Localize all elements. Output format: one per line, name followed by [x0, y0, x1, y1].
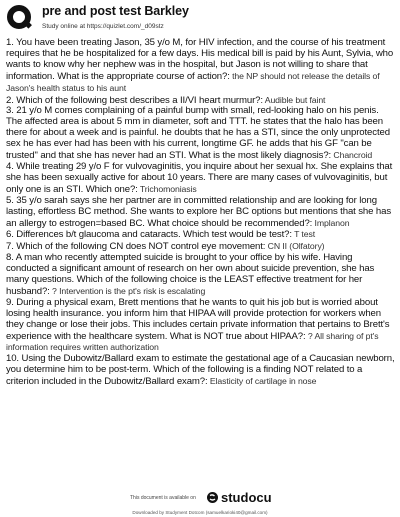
question-list: [6, 38, 396, 388]
question-text: 1. You have been treating Jason, 35 y/o M, for HIV infection, and the course of his treatment requires that he be hospitalized for a few days. His medical bill is paid by his Aunt, Sylvia, who wants to know why her nephew was in the hospital, but Jason is not willing to share that information. What is the appropriate course of action?:: [6, 37, 394, 82]
studocu-brand-text: studocu: [221, 490, 272, 505]
question-item: [6, 298, 396, 355]
answer-text: ? Intervention is the pt's risk is escalating: [49, 285, 206, 296]
question-text: 9. During a physical exam, Brett mentions that he wants to quit his job but is worried about losing health insurance. you inform him that HIPAA will provide protection for workers when they change or lose their jobs. This includes certain private information that pertains to Brett's experience with the healthcare system. What is NOT true about HIPAA?:: [6, 296, 390, 342]
answer-text: ? All sharing of pt's information requires written authorization: [6, 330, 379, 353]
question-item: [6, 106, 396, 162]
answer-text: the NP should not release the details of Jason's health status to his aunt: [6, 70, 380, 93]
question-text: 2. Which of the following best describes a II/VI heart murmur?:: [6, 94, 263, 106]
question-text: 7. Which of the following CN does NOT control eye movement:: [6, 241, 266, 253]
quizlet-q-icon: [6, 4, 34, 32]
studocu-logo-icon: [206, 491, 219, 504]
question-item: [6, 354, 396, 388]
question-item: [6, 162, 396, 196]
document-subtitle: Study online at https://quizlet.com/_d09stz: [42, 23, 164, 30]
answer-text: T test: [291, 229, 316, 240]
question-item: [6, 196, 396, 230]
question-item: [6, 253, 396, 298]
answer-text: Trichomoniasis: [137, 183, 197, 194]
question-text: 6. Differences b/t glaucoma and cataracts. Which test would be test?:: [6, 229, 292, 241]
studocu-link[interactable]: [206, 490, 272, 505]
answer-text: Audible but faint: [262, 94, 326, 105]
answer-text: Elasticity of cartilage in nose: [207, 376, 317, 387]
downloaded-by-text: Downloaded by Studyment Dotcom (samuelkarioki40@gmail.com): [132, 510, 268, 515]
answer-text: CN II (Olfatory): [265, 241, 325, 252]
question-text: 3. 21 y/o M comes complaining of a painful bump with small, red-looking halo on his penis. The affected area is about 5 mm in diameter, soft and TTT. he states that the halo has been there for about a week and is painful. he doubts that he has a STI, since the only unprotected sex he has ever had has been with his current, longtime GF. he adds that his GF "can be trusted" and that she has never had an STI. What is the most likely diagnosis?:: [6, 105, 390, 162]
question-text: 8. A man who recently attempted suicide is brought to your office by his wife. Having conducted a significant amount of research on her own about suicide prevention, she has many questions. Which of the following choice is the LEAST effective treatment for her husband?:: [6, 252, 375, 297]
available-on-text: This document is available on: [130, 495, 196, 501]
document-footer: [0, 487, 400, 517]
question-item: [6, 229, 396, 241]
answer-text: Chancroid: [331, 150, 373, 161]
answer-text: Implanon: [312, 217, 350, 228]
question-text: 4. While treating 29 y/o F for vulvovaginitis, you inquire about her sexual hx. She explains that she has been sexually active for about 10 years. There are many cases of vulvovaginitis, but only one is an STI. Which one?:: [6, 160, 393, 195]
question-text: 5. 35 y/o sarah says she her partner are in committed relationship and are looking for long lasting, effortless BC method. She wants to explore her BC options but mentions that she has an allergy to estrogen=based BC. What choice should be recommended?:: [6, 194, 392, 229]
question-item: [6, 38, 396, 95]
question-text: 10. Using the Dubowitz/Ballard exam to estimate the gestational age of a Caucasian newborn, you determine him to be post-term. Which of the following is a finding NOT related to a criterion included in the Dubowitz/Ballard exam?:: [6, 353, 395, 388]
document-header: [6, 4, 394, 38]
document-title: pre and post test Barkley: [42, 4, 189, 18]
